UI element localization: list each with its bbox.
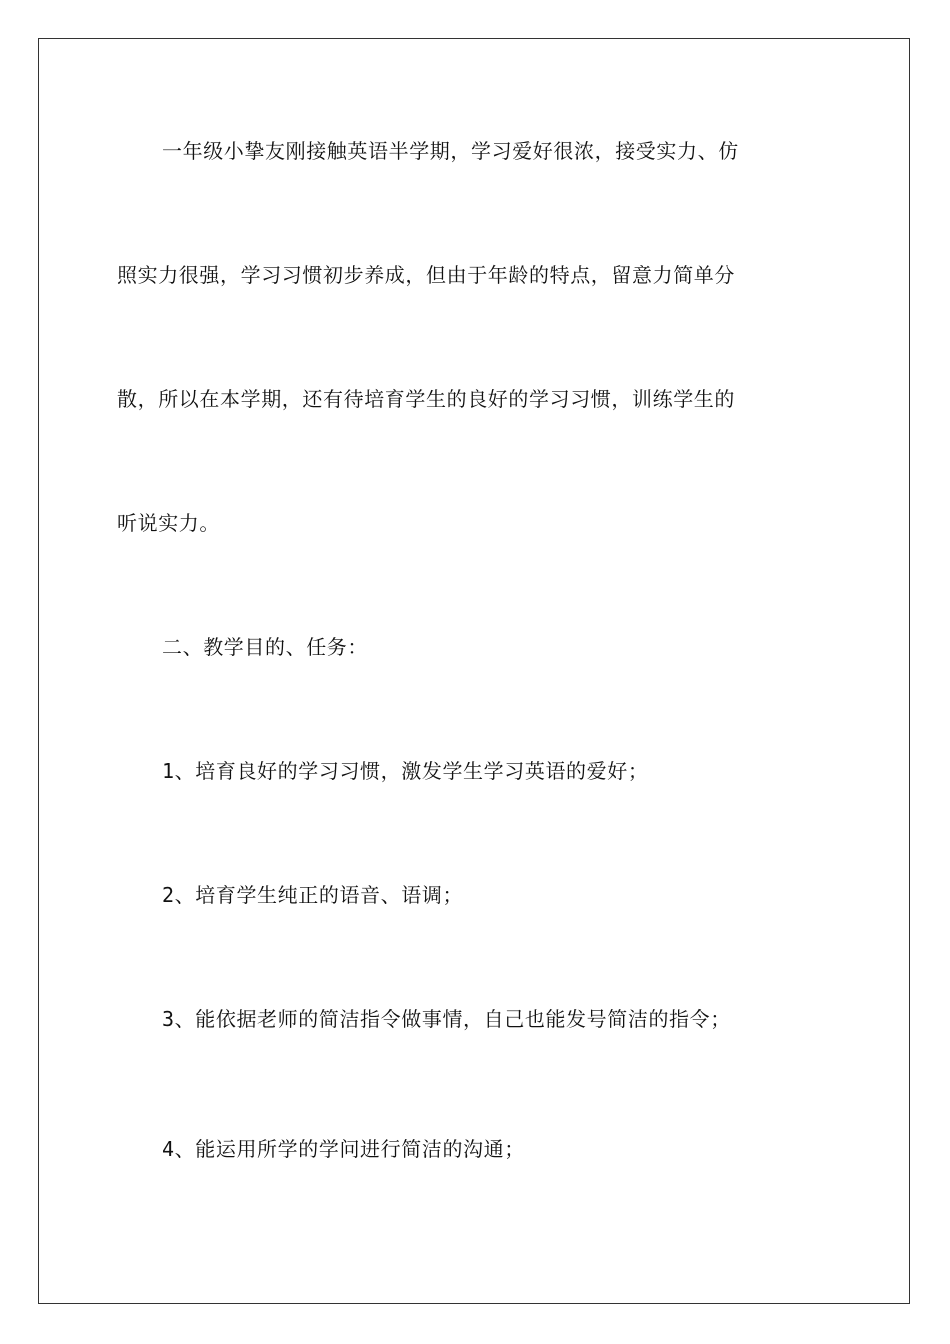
page-frame	[38, 38, 910, 1304]
goal-item-1: 1、培育良好的学习习惯，激发学生学习英语的爱好；	[162, 759, 649, 783]
goal-item-2: 2、培育学生纯正的语音、语调；	[162, 883, 464, 907]
paragraph-line-1: 一年级小挚友刚接触英语半学期，学习爱好很浓，接受实力、仿	[162, 139, 739, 163]
section-heading: 二、教学目的、任务：	[162, 635, 368, 659]
paragraph-line-2: 照实力很强，学习习惯初步养成，但由于年龄的特点，留意力简单分	[117, 263, 735, 287]
paragraph-line-3: 散，所以在本学期，还有待培育学生的良好的学习习惯，训练学生的	[117, 387, 735, 411]
goal-item-4: 4、能运用所学的学问进行简洁的沟通；	[162, 1137, 525, 1161]
paragraph-line-4: 听说实力。	[117, 511, 220, 535]
goal-item-3: 3、能依据老师的简洁指令做事情，自己也能发号简洁的指令；	[162, 1007, 731, 1031]
